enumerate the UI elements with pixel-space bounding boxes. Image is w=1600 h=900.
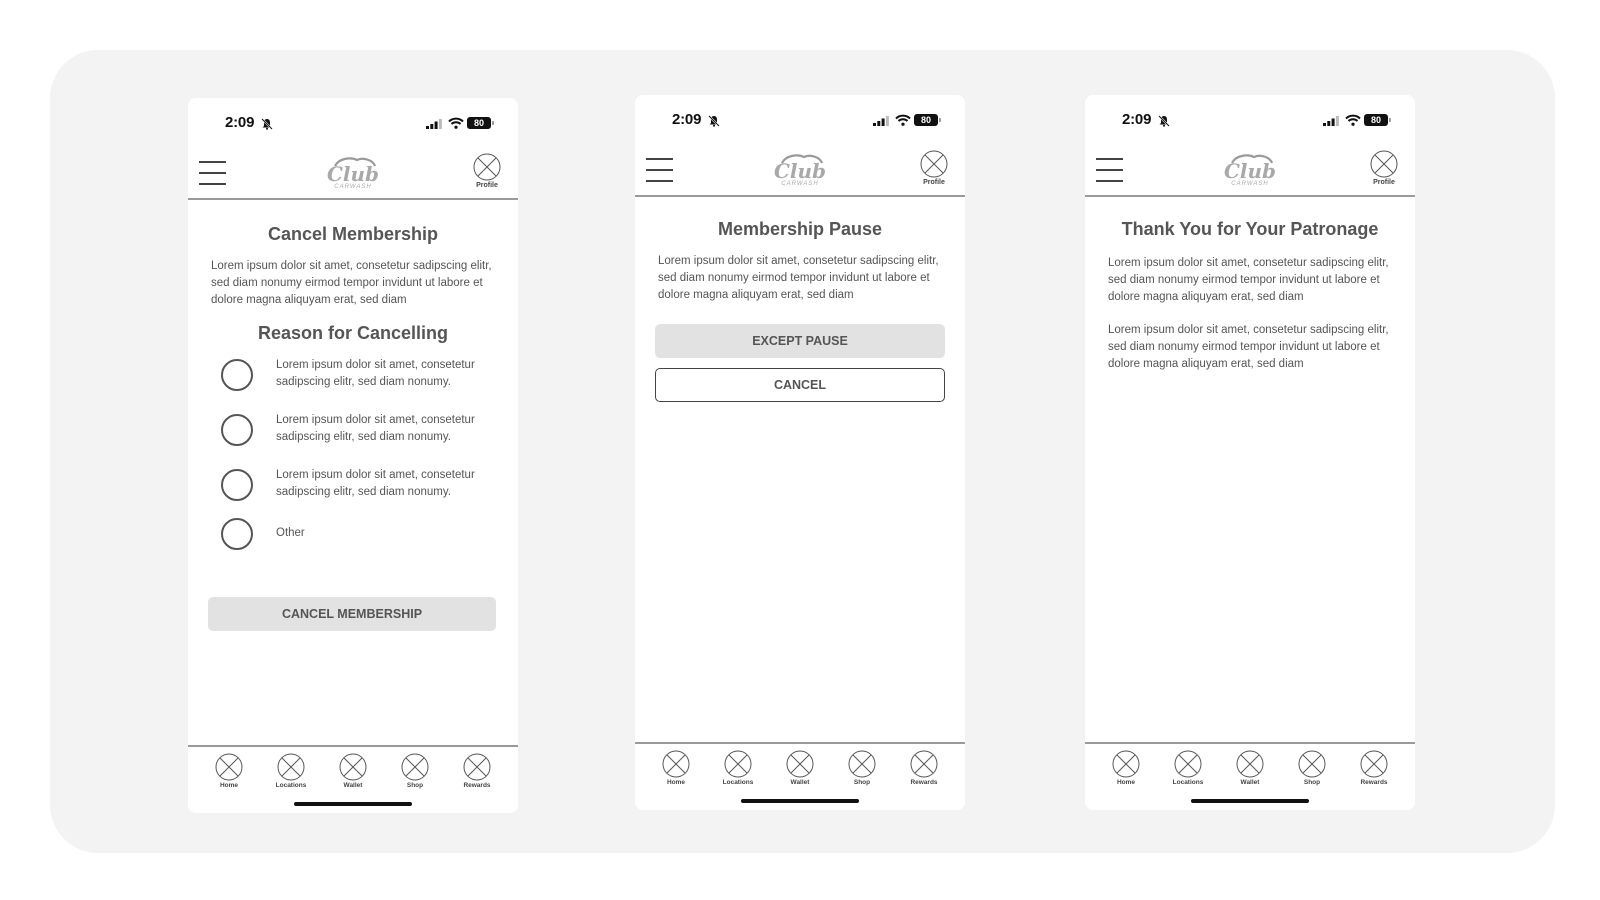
- tab-label: Shop: [406, 782, 424, 789]
- profile-button[interactable]: [1369, 150, 1399, 190]
- status-bar: [635, 95, 965, 145]
- profile-icon: [920, 150, 948, 178]
- club-carwash-logo: [1218, 151, 1282, 187]
- radio-button[interactable]: [221, 518, 253, 550]
- profile-icon: [1370, 150, 1398, 178]
- home-indicator[interactable]: [294, 802, 412, 806]
- tab-label: Home: [219, 782, 239, 789]
- tab-locations[interactable]: [1163, 750, 1213, 788]
- home-icon: [662, 750, 690, 778]
- tab-locations[interactable]: [266, 753, 316, 791]
- tab-home[interactable]: [1101, 750, 1151, 788]
- cancel-membership-content: [188, 202, 518, 631]
- tab-shop[interactable]: [837, 750, 887, 788]
- status-time: 2:09: [672, 111, 702, 128]
- hamburger-menu-icon[interactable]: [646, 158, 673, 184]
- tab-label: Locations: [275, 782, 307, 789]
- tab-label: Wallet: [1240, 779, 1260, 786]
- tab-label: Shop: [1303, 779, 1321, 786]
- membership-pause-content: [635, 199, 965, 402]
- locations-icon: [1174, 750, 1202, 778]
- battery-icon: 80: [467, 117, 491, 129]
- shop-icon: [401, 753, 429, 781]
- signal-icon: [426, 119, 442, 129]
- profile-label: Profile: [476, 182, 498, 189]
- wallet-icon: [1236, 750, 1264, 778]
- reason-label: Lorem ipsum dolor sit amet, consetetur sadipscing elitr, sed diam nonumy.: [276, 359, 475, 388]
- wifi-icon: [1345, 114, 1361, 126]
- page-title: Cancel Membership: [267, 224, 439, 244]
- tab-shop[interactable]: [1287, 750, 1337, 788]
- tab-label: Rewards: [910, 779, 938, 786]
- reason-label: Lorem ipsum dolor sit amet, consetetur sadipscing elitr, sed diam nonumy.: [276, 414, 475, 443]
- muted-bell-icon: [708, 115, 720, 127]
- bottom-tab-bar: [188, 745, 518, 791]
- signal-icon: [1323, 116, 1339, 126]
- profile-label: Profile: [923, 179, 945, 186]
- home-indicator[interactable]: [1191, 799, 1309, 803]
- wallet-icon: [786, 750, 814, 778]
- tab-label: Home: [1116, 779, 1136, 786]
- radio-button[interactable]: [221, 469, 253, 501]
- home-indicator[interactable]: [741, 799, 859, 803]
- status-bar: [1085, 95, 1415, 145]
- rewards-icon: [463, 753, 491, 781]
- tab-label: Locations: [1172, 779, 1204, 786]
- home-icon: [1112, 750, 1140, 778]
- wifi-icon: [448, 117, 464, 129]
- profile-label: Profile: [1373, 179, 1395, 186]
- paragraph-2: Lorem ipsum dolor sit amet, consetetur sadipscing elitr, sed diam nonumy eirmod tempor invidunt ut labore et dolore magna aliquyam erat, sed diam: [1108, 324, 1389, 370]
- reason-label: Lorem ipsum dolor sit amet, consetetur sadipscing elitr, sed diam nonumy.: [276, 469, 475, 498]
- app-header: [188, 148, 518, 200]
- phone-cancel-membership: [188, 98, 518, 813]
- muted-bell-icon: [261, 118, 273, 130]
- reason-option-1[interactable]: [211, 349, 495, 404]
- signal-icon: [873, 116, 889, 126]
- tab-wallet[interactable]: [775, 750, 825, 788]
- description: Lorem ipsum dolor sit amet, consetetur sadipscing elitr, sed diam nonumy eirmod tempor invidunt ut labore et dolore magna aliquyam erat, sed diam: [658, 255, 939, 301]
- status-bar: [188, 98, 518, 148]
- club-carwash-logo: [321, 154, 385, 190]
- tab-label: Wallet: [790, 779, 810, 786]
- page-title: Membership Pause: [717, 219, 883, 239]
- tab-label: Shop: [853, 779, 871, 786]
- muted-bell-icon: [1158, 115, 1170, 127]
- tab-home[interactable]: [651, 750, 701, 788]
- rewards-icon: [910, 750, 938, 778]
- battery-icon: 80: [914, 114, 938, 126]
- locations-icon: [724, 750, 752, 778]
- radio-button[interactable]: [221, 414, 253, 446]
- shop-icon: [1298, 750, 1326, 778]
- tab-wallet[interactable]: [1225, 750, 1275, 788]
- thank-you-content: [1085, 199, 1415, 373]
- app-header: [1085, 145, 1415, 197]
- profile-icon: [473, 153, 501, 181]
- phone-thank-you: [1085, 95, 1415, 810]
- tab-rewards[interactable]: [899, 750, 949, 788]
- status-time: 2:09: [1122, 111, 1152, 128]
- shop-icon: [848, 750, 876, 778]
- tab-label: Locations: [722, 779, 754, 786]
- reason-option-other[interactable]: [211, 514, 495, 564]
- accept-pause-button[interactable]: EXCEPT PAUSE: [655, 324, 945, 358]
- page-title: Thank You for Your Patronage: [1121, 219, 1379, 239]
- tab-locations[interactable]: [713, 750, 763, 788]
- profile-button[interactable]: [472, 153, 502, 193]
- profile-button[interactable]: [919, 150, 949, 190]
- tab-label: Rewards: [1360, 779, 1388, 786]
- bottom-tab-bar: [635, 742, 965, 788]
- status-time: 2:09: [225, 114, 255, 131]
- reason-option-2[interactable]: [211, 404, 495, 459]
- locations-icon: [277, 753, 305, 781]
- description: Lorem ipsum dolor sit amet, consetetur sadipscing elitr, sed diam nonumy eirmod tempor invidunt ut labore et dolore magna aliquyam erat, sed diam: [211, 260, 492, 306]
- tab-rewards[interactable]: [1349, 750, 1399, 788]
- reason-option-3[interactable]: [211, 459, 495, 514]
- tab-label: Wallet: [343, 782, 363, 789]
- wifi-icon: [895, 114, 911, 126]
- app-header: [635, 145, 965, 197]
- tab-label: Rewards: [463, 782, 491, 789]
- paragraph-1: Lorem ipsum dolor sit amet, consetetur sadipscing elitr, sed diam nonumy eirmod tempor invidunt ut labore et dolore magna aliquyam erat, sed diam: [1108, 257, 1389, 303]
- reason-title: Reason for Cancelling: [257, 323, 449, 343]
- artboard: [50, 50, 1555, 853]
- tab-home[interactable]: [204, 753, 254, 791]
- cancel-membership-button[interactable]: CANCEL MEMBERSHIP: [208, 597, 496, 631]
- wallet-icon: [339, 753, 367, 781]
- tab-rewards[interactable]: [452, 753, 502, 791]
- radio-button[interactable]: [221, 359, 253, 391]
- reason-label: Other: [276, 527, 305, 539]
- club-carwash-logo: [768, 151, 832, 187]
- hamburger-menu-icon[interactable]: [1096, 158, 1123, 184]
- battery-icon: 80: [1364, 114, 1388, 126]
- home-icon: [215, 753, 243, 781]
- phone-membership-pause: [635, 95, 965, 810]
- cancel-button[interactable]: CANCEL: [655, 368, 945, 402]
- rewards-icon: [1360, 750, 1388, 778]
- tab-wallet[interactable]: [328, 753, 378, 791]
- hamburger-menu-icon[interactable]: [199, 161, 226, 187]
- bottom-tab-bar: [1085, 742, 1415, 788]
- tab-label: Home: [666, 779, 686, 786]
- tab-shop[interactable]: [390, 753, 440, 791]
